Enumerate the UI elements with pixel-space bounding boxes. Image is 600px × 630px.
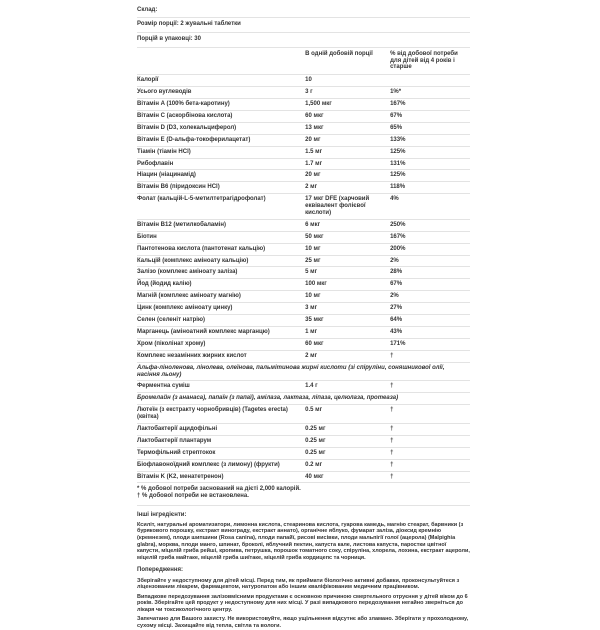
- ingredient-amount: 100 мкг: [305, 279, 390, 291]
- ingredient-row: [137, 99, 470, 111]
- ingredient-row: [137, 87, 470, 99]
- ingredient-label: Лактобактерії ацидофільні: [137, 423, 305, 435]
- ingredient-dv: [390, 75, 470, 87]
- ingredient-label: Калорії: [137, 75, 305, 87]
- ingredient-dv: 1%*: [390, 87, 470, 99]
- ingredient-row: [137, 326, 470, 338]
- ingredient-row: [137, 279, 470, 291]
- column-header-dv: % від добової потреби для дітей від 4 років і старше: [390, 47, 470, 75]
- ingredient-row: [137, 405, 470, 424]
- ingredient-row: [137, 338, 470, 350]
- ingredient-dv: 250%: [390, 219, 470, 231]
- ingredient-amount: 60 мкг: [305, 111, 390, 123]
- ingredient-row: [137, 122, 470, 134]
- ingredient-dv: 200%: [390, 243, 470, 255]
- composition-heading: Склад:: [137, 3, 470, 17]
- ingredient-amount: 10 мг: [305, 243, 390, 255]
- ingredient-amount: 35 мкг: [305, 315, 390, 327]
- serving-size-row: [137, 17, 470, 32]
- ingredient-label: Вітамін B6 (піридоксин HCl): [137, 182, 305, 194]
- servings-per-container-row: [137, 32, 470, 47]
- ingredient-dv: †: [390, 435, 470, 447]
- ingredient-label: Вітамін C (аскорбінова кислота): [137, 111, 305, 123]
- composition-heading-row: [137, 3, 470, 17]
- ingredient-dv: 133%: [390, 134, 470, 146]
- ingredient-row: [137, 182, 470, 194]
- ingredient-amount: 1 мг: [305, 326, 390, 338]
- ingredient-label: Пантотенова кислота (пантотенат кальцію): [137, 243, 305, 255]
- ingredient-dv: †: [390, 459, 470, 471]
- ingredient-dv: 125%: [390, 170, 470, 182]
- ingredient-note: Альфа-ліноленова, лінолева, олеїнова, пальмітинова жирні кислоти (зі спіруліни, соняшникової олії, насіння льону): [137, 362, 470, 381]
- ingredient-row: [137, 350, 470, 362]
- ingredient-label: Магній (комплекс аміноату магнію): [137, 291, 305, 303]
- ingredient-row: [137, 381, 470, 393]
- ingredient-row: [137, 315, 470, 327]
- ingredient-label: Лактобактерії плантарум: [137, 435, 305, 447]
- ingredient-row: [137, 291, 470, 303]
- ingredient-dv: 4%: [390, 194, 470, 220]
- ingredient-dv: 65%: [390, 122, 470, 134]
- ingredient-label: Комплекс незамінних жирних кислот: [137, 350, 305, 362]
- ingredient-dv: 131%: [390, 158, 470, 170]
- ingredient-amount: 6 мкг: [305, 219, 390, 231]
- ingredient-amount: 2 мг: [305, 182, 390, 194]
- warning-paragraph: Запечатано для Вашого захисту. Не використовуйте, якщо ущільнення відсутнє або зламано. Зберігати у прохолодному, сухому місці. Захищайте від тепла, світла та вологи.: [137, 616, 469, 630]
- ingredient-amount: 5 мг: [305, 267, 390, 279]
- ingredient-row: [137, 134, 470, 146]
- ingredient-amount: 0.5 мг: [305, 405, 390, 424]
- ingredient-amount: 2 мг: [305, 350, 390, 362]
- ingredient-row: [137, 243, 470, 255]
- ingredient-amount: 40 мкг: [305, 471, 390, 483]
- ingredient-dv: †: [390, 405, 470, 424]
- warning-paragraph: Випадкове передозування залізовмісними продуктами є основною причиною смертельного отруєння у дітей віком до 6 років. Зберігайте цей продукт у недоступному для них місці. У разі випадкового передозування негайно зверніться до лікаря чи токсикологічного центру.: [137, 593, 468, 613]
- ingredient-dv: 125%: [390, 146, 470, 158]
- ingredient-label: Йод (йодид калію): [137, 279, 305, 291]
- ingredient-row: [137, 267, 470, 279]
- servings-per-container: Порцій в упаковці: 30: [137, 32, 470, 47]
- ingredient-label: Біотин: [137, 231, 305, 243]
- ingredient-amount: 0.2 мг: [305, 459, 390, 471]
- other-ingredients-text: Ксиліт, натуральні ароматизатори, лимонна кислота, стеаринова кислота, гуарова камедь, магнію стеарат, барвники (з бурякового порошку, екстракт винограду, екстракт аннато), органічне яблуко, фумарат заліза, діоксид кремнію (кремнезем), плоди шипшини (Rosa canina), плоди папайї, рисові висівки, плоди мальпігії голої (ацерола) (Malpighia glabra), морква, плоди манго, шпинат, броколі, яблучний пектин, капуста кале, листова капуста, паростки цвітної капусти, міцелій гриба рейші, кропива, петрушка, порошок томатного соку, спіруліна, хлорела, лохина, екстракт ацероли, міцелій гриба майтаке, міцелій гриба шиїтаке, міцелій гриба кордицепс та чорниця.: [137, 521, 470, 561]
- column-header-amount: В одній добовій порції: [305, 47, 390, 75]
- ingredient-dv: †: [390, 423, 470, 435]
- ingredient-dv: †: [390, 381, 470, 393]
- ingredient-label: Кальцій (комплекс аміноату кальцію): [137, 255, 305, 267]
- ingredient-row: [137, 447, 470, 459]
- ingredient-dv: †: [390, 350, 470, 362]
- ingredient-amount: 20 мг: [305, 134, 390, 146]
- ingredient-dv: 2%: [390, 291, 470, 303]
- ingredient-dv: †: [390, 471, 470, 483]
- ingredient-amount: 1.5 мг: [305, 146, 390, 158]
- other-ingredients-heading: Інші інгредієнти:: [137, 511, 187, 518]
- ingredient-dv: 171%: [390, 338, 470, 350]
- column-header-row: [137, 47, 470, 75]
- ingredient-note-row: [137, 393, 470, 405]
- ingredient-amount: 0.25 мг: [305, 435, 390, 447]
- ingredient-amount: 1,500 мкг: [305, 99, 390, 111]
- ingredient-label: Хром (піколінат хрому): [137, 338, 305, 350]
- warning-paragraph: Зберігайте у недоступному для дітей місці. Перед тим, як приймати біологічно активні добавки, проконсультуйтеся з ліцензованим лікарем, фармацевтом, натуропатом або іншим кваліфікованим медичним працівником.: [137, 577, 460, 591]
- ingredient-label: Вітамін B12 (метилкобаламін): [137, 219, 305, 231]
- ingredient-row: [137, 255, 470, 267]
- ingredient-row: [137, 459, 470, 471]
- ingredient-row: [137, 111, 470, 123]
- ingredient-label: Марганець (аміноатний комплекс марганцю): [137, 326, 305, 338]
- ingredient-label: Цинк (комплекс аміноату цинку): [137, 303, 305, 315]
- column-header-empty: [137, 47, 305, 75]
- ingredient-amount: 13 мкг: [305, 122, 390, 134]
- warnings-paragraphs: [137, 578, 470, 630]
- ingredient-label: Тіамін (тіамін HCl): [137, 146, 305, 158]
- ingredient-row: [137, 303, 470, 315]
- ingredient-amount: 20 мг: [305, 170, 390, 182]
- ingredient-dv: 67%: [390, 111, 470, 123]
- ingredient-row: [137, 146, 470, 158]
- ingredient-label: Ферментна суміш: [137, 381, 305, 393]
- ingredient-row: [137, 435, 470, 447]
- ingredient-label: Термофільний стрептокок: [137, 447, 305, 459]
- ingredient-dv: 64%: [390, 315, 470, 327]
- ingredient-amount: 10 мг: [305, 291, 390, 303]
- ingredient-amount: 0.25 мг: [305, 423, 390, 435]
- ingredient-row: [137, 158, 470, 170]
- ingredient-label: Ніацин (ніацинамід): [137, 170, 305, 182]
- serving-size: Розмір порції: 2 жувальні таблетки: [137, 17, 470, 32]
- ingredient-amount: 3 г: [305, 87, 390, 99]
- ingredient-amount: 1.4 г: [305, 381, 390, 393]
- ingredient-label: Селен (селеніт натрію): [137, 315, 305, 327]
- ingredient-row: [137, 423, 470, 435]
- ingredient-row: [137, 471, 470, 483]
- ingredient-label: Вітамін K (K2, менатетренон): [137, 471, 305, 483]
- ingredient-amount: 1.7 мг: [305, 158, 390, 170]
- ingredient-label: Залізо (комплекс аміноату заліза): [137, 267, 305, 279]
- ingredient-amount: 25 мг: [305, 255, 390, 267]
- ingredient-label: Біофлавоноїдний комплекс (з лимону) (фрукти): [137, 459, 305, 471]
- ingredient-label: Вітамін E (D-альфа-токоферилацетат): [137, 134, 305, 146]
- footnote: * % добової потреби заснований на дієті 2,000 калорій.: [137, 486, 301, 493]
- ingredient-dv: 118%: [390, 182, 470, 194]
- ingredient-amount: 17 мкг DFE (харчовий еквівалент фолієвої кислоти): [305, 194, 390, 220]
- ingredient-label: Вітамін A (100% бета-каротину): [137, 99, 305, 111]
- warnings-heading: Попередження:: [137, 567, 184, 574]
- ingredient-row: [137, 194, 470, 220]
- ingredient-label: Вітамін D (D3, холекальциферол): [137, 122, 305, 134]
- footnotes: [137, 483, 470, 505]
- ingredient-dv: 43%: [390, 326, 470, 338]
- supplement-facts-panel: [137, 3, 470, 630]
- ingredient-dv: 27%: [390, 303, 470, 315]
- ingredient-dv: 167%: [390, 231, 470, 243]
- ingredient-amount: 10: [305, 75, 390, 87]
- ingredient-row: [137, 75, 470, 87]
- ingredient-dv: 167%: [390, 99, 470, 111]
- ingredient-dv: 67%: [390, 279, 470, 291]
- ingredient-amount: 60 мкг: [305, 338, 390, 350]
- ingredient-row: [137, 219, 470, 231]
- ingredient-label: Рибофлавін: [137, 158, 305, 170]
- ingredient-label: Усього вуглеводів: [137, 87, 305, 99]
- ingredient-row: [137, 231, 470, 243]
- supplement-facts-table: [137, 3, 470, 483]
- ingredient-dv: †: [390, 447, 470, 459]
- ingredient-label: Фолат (кальцій-L-5-метилтетрагідрофолат): [137, 194, 305, 220]
- ingredient-note: Бромелайн (з ананаса), папаїн (з папаї), амілаза, лактаза, ліпаза, целюлаза, протеаза): [137, 393, 470, 405]
- footnote: † % добової потреби не встановлена.: [137, 493, 249, 500]
- ingredient-dv: 2%: [390, 255, 470, 267]
- ingredient-dv: 28%: [390, 267, 470, 279]
- ingredient-amount: 3 мг: [305, 303, 390, 315]
- ingredient-amount: 0.25 мг: [305, 447, 390, 459]
- facts-body: [137, 75, 470, 483]
- ingredient-row: [137, 170, 470, 182]
- ingredient-note-row: [137, 362, 470, 381]
- ingredient-label: Лютеїн (з екстракту чорнобривців) (Tagetes erecta) (квітка): [137, 405, 305, 424]
- ingredient-amount: 50 мкг: [305, 231, 390, 243]
